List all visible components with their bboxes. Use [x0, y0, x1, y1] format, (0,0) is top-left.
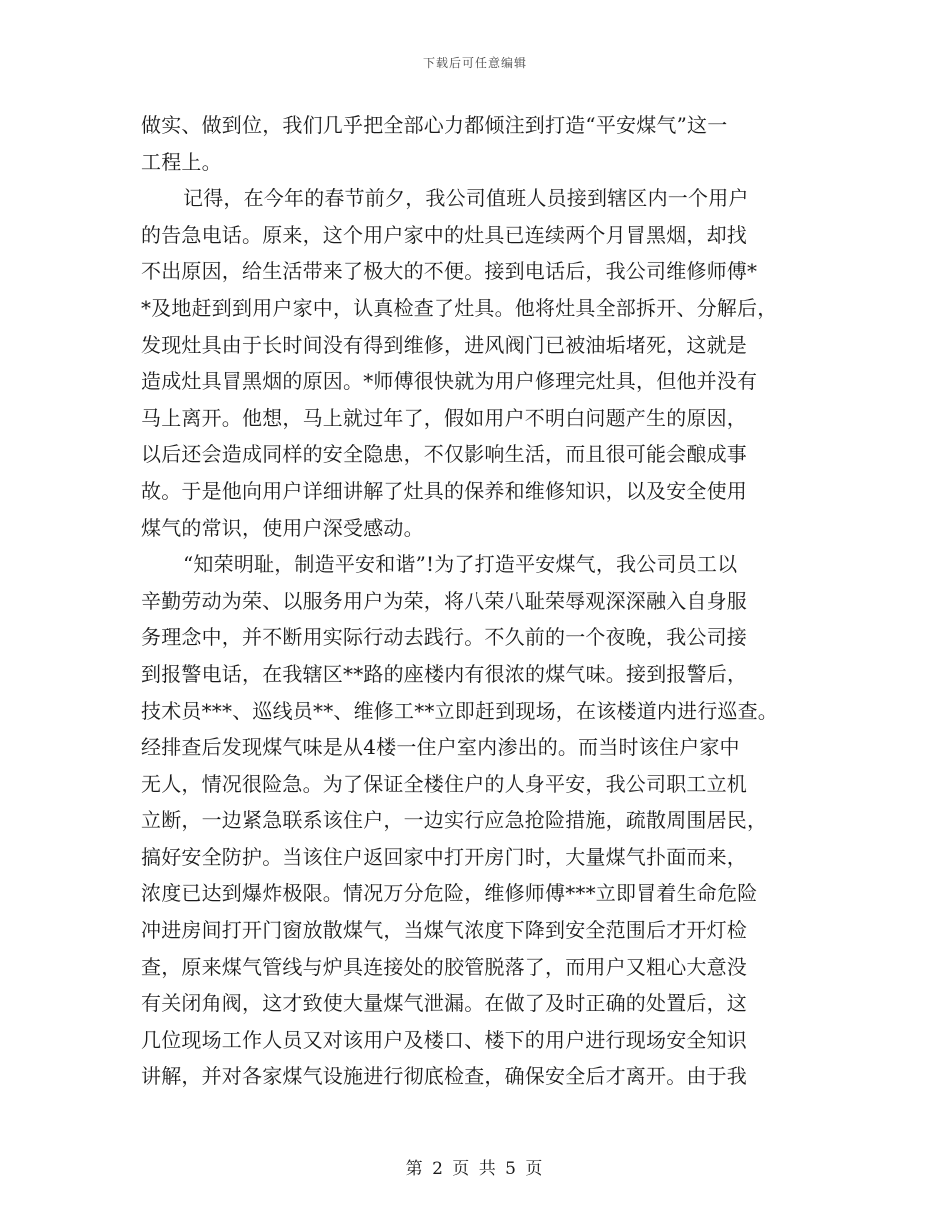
text-line: 马上离开。他想，马上就过年了，假如用户不明白问题产生的原因， [141, 405, 747, 430]
text-line: 冲进房间打开门窗放散煤气，当煤气浓度下降到安全范围后才开灯检 [141, 918, 747, 943]
text-line: 煤气的常识，使用户深受感动。 [141, 515, 424, 540]
text-line: 讲解，并对各家煤气设施进行彻底检查，确保安全后才离开。由于我 [141, 1064, 747, 1089]
text-line: 有关闭角阀，这才致使大量煤气泄漏。在做了及时正确的处置后，这 [141, 991, 747, 1016]
text-line: 务理念中，并不断用实际行动去践行。不久前的一个夜晚，我公司接 [141, 625, 747, 650]
text-line: 辛勤劳动为荣、以服务用户为荣，将八荣八耻荣辱观深深融入自身服 [141, 588, 747, 613]
text-line: 做实、做到位，我们几乎把全部心力都倾注到打造“平安煤气”这一 [141, 113, 728, 137]
text-line: 不出原因，给生活带来了极大的不便。接到电话后，我公司维修师傅* [141, 259, 758, 284]
paragraph-start-line: 记得，在今年的春节前夕，我公司值班人员接到辖区内一个用户 [183, 186, 749, 211]
text-line: 技术员***、巡线员**、维修工**立即赶到现场，在该楼道内进行巡查。 [141, 698, 778, 723]
text-line: 经排查后发现煤气味是从4楼一住户室内渗出的。而当时该住户家中 [141, 735, 740, 760]
text-line: 立断，一边紧急联系该住户，一边实行应急抢险措施，疏散周围居民， [141, 808, 768, 833]
document-body [141, 107, 821, 1095]
text-line: 几位现场工作人员又对该用户及楼口、楼下的用户进行现场安全知识 [141, 1027, 747, 1052]
text-line: 无人，情况很险急。为了保证全楼住户的人身平安，我公司职工立机 [141, 771, 747, 796]
text-line: 的告急电话。原来，这个用户家中的灶具已连续两个月冒黑烟，却找 [141, 222, 747, 247]
text-line: 查，原来煤气管线与炉具连接处的胶管脱落了，而用户又粗心大意没 [141, 954, 747, 979]
text-line: 造成灶具冒黑烟的原因。*师傅很快就为用户修理完灶具，但他并没有 [141, 369, 758, 394]
text-line: 搞好安全防护。当该住户返回家中打开房门时，大量煤气扑面而来， [141, 844, 747, 869]
text-line: 发现灶具由于长时间没有得到维修，进风阀门已被油垢堵死，这就是 [141, 332, 747, 357]
paragraph-start-line: “知荣明耻，制造平安和谐”!为了打造平安煤气，我公司员工以 [183, 552, 738, 577]
text-line: 浓度已达到爆炸极限。情况万分危险，维修师傅***立即冒着生命危险 [141, 881, 758, 906]
page-header: 下载后可任意编辑 [422, 56, 527, 70]
text-line: 工程上。 [141, 149, 222, 174]
text-line: 到报警电话，在我辖区**路的座楼内有很浓的煤气味。接到报警后， [141, 661, 748, 686]
text-line: *及地赶到到用户家中，认真检查了灶具。他将灶具全部拆开、分解后， [141, 295, 778, 320]
text-line: 故。于是他向用户详细讲解了灶具的保养和维修知识，以及安全使用 [141, 478, 747, 503]
page-number-footer: 第 2 页 共 5 页 [405, 1159, 545, 1179]
text-line: 以后还会造成同样的安全隐患，不仅影响生活，而且很可能会酿成事 [141, 442, 747, 467]
